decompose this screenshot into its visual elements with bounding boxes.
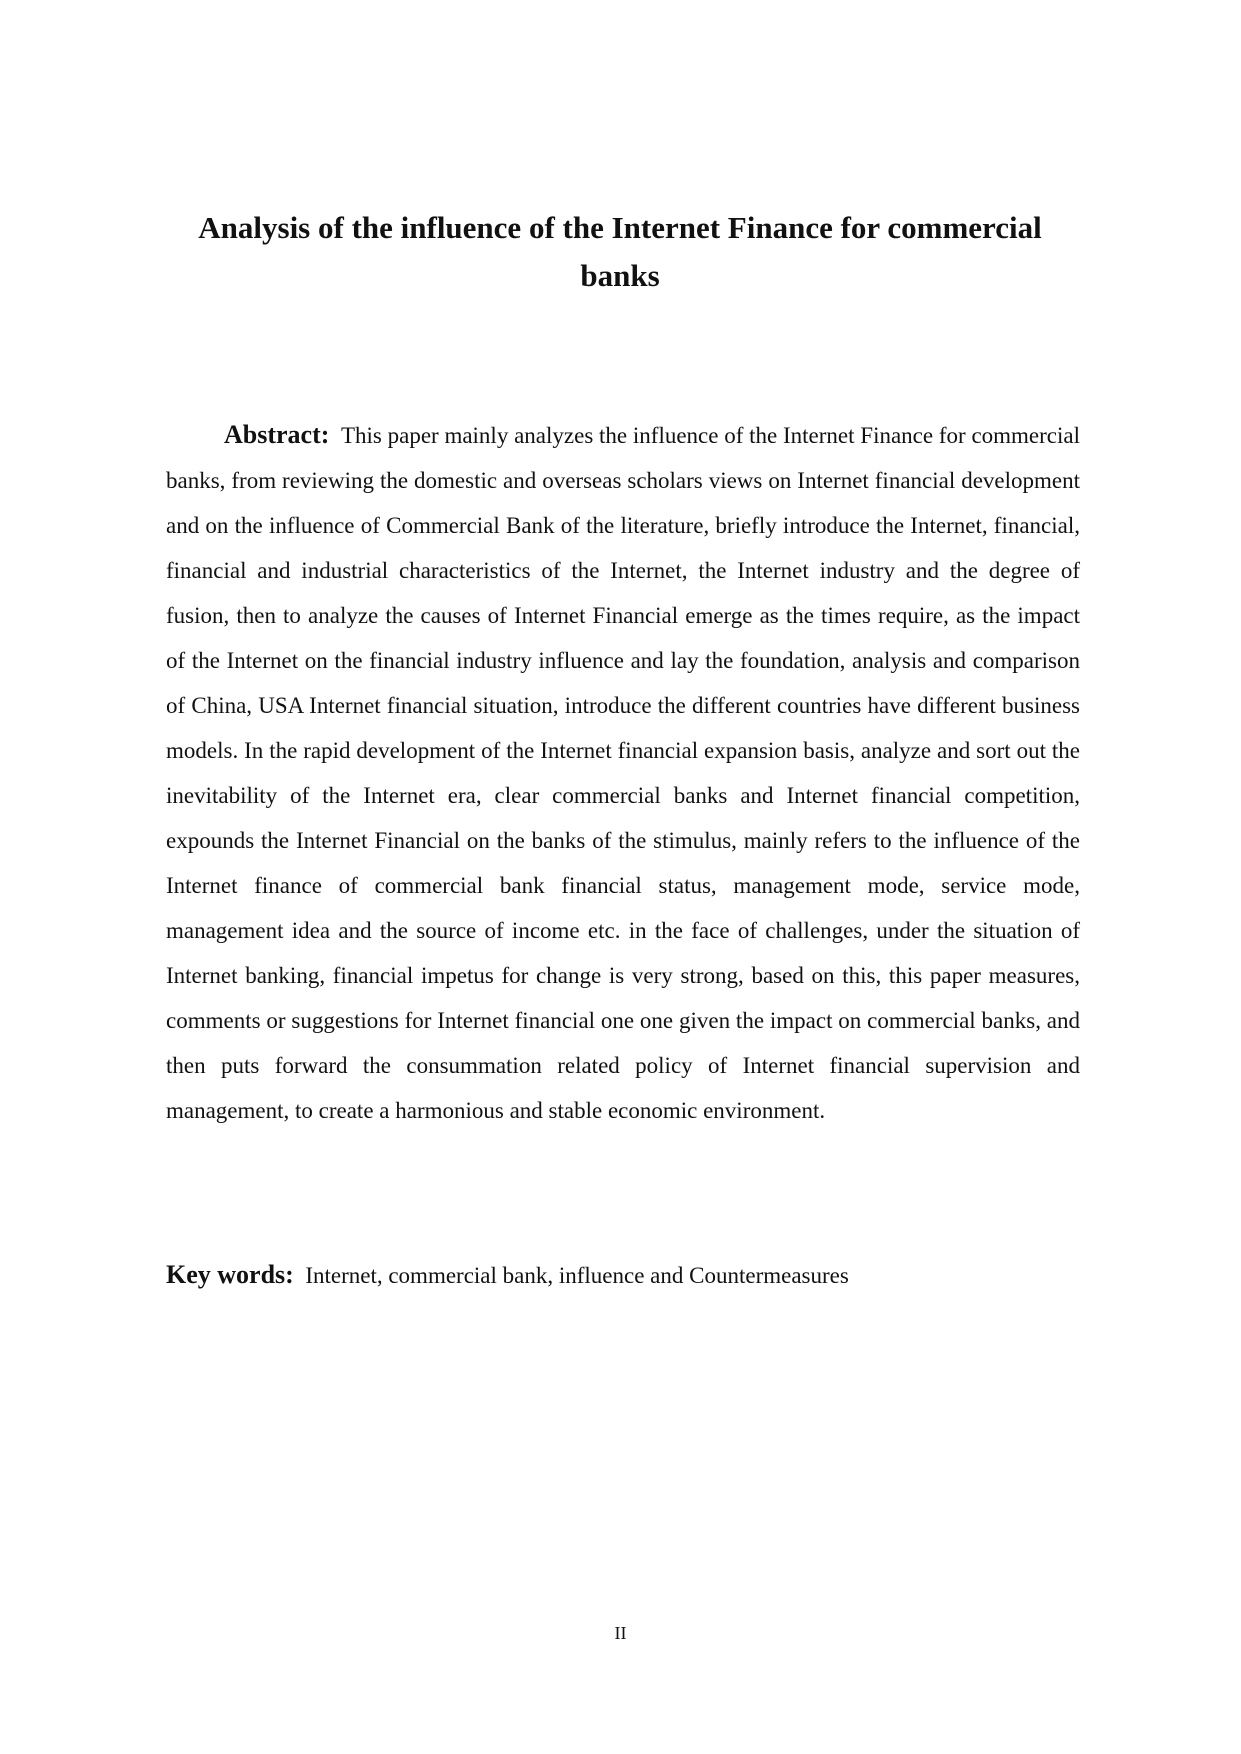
abstract-label: Abstract: <box>224 420 330 449</box>
keywords-line <box>166 1258 1080 1293</box>
paper-title: Analysis of the influence of the Internet Finance for commercial banks <box>198 210 1042 293</box>
abstract-text: This paper mainly analyzes the influence of the Internet Finance for commercial banks, from reviewing the domestic and overseas scholars views on Internet financial development and on the influence of Commercial Bank of the literature, briefly introduce the Internet, financial, financial and industrial characteristics of the Internet, the Internet industry and the degree of fusion, then to analyze the causes of Internet Financial emerge as the times require, as the impact of the Internet on the financial industry influence and lay the foundation, analysis and comparison of China, USA Internet financial situation, introduce the different countries have different business models. In the rapid development of the Internet financial expansion basis, analyze and sort out the inevitability of the Internet era, clear commercial banks and Internet financial competition, expounds the Internet Financial on the banks of the stimulus, mainly refers to the influence of the Internet finance of commercial bank financial status, management mode, service mode, management idea and the source of income etc. in the face of challenges, under the situation of Internet banking, financial impetus for change is very strong, based on this, this paper measures, comments or suggestions for Internet financial one one given the impact on commercial banks, and then puts forward the consummation related policy of Internet financial supervision and management, to create a harmonious and stable economic environment. <box>166 423 1080 1123</box>
page-number: II <box>614 1623 627 1643</box>
keywords-text: Internet, commercial bank, influence and Countermeasures <box>305 1263 849 1288</box>
abstract-paragraph <box>166 412 1080 1133</box>
keywords-label: Key words: <box>166 1260 294 1289</box>
